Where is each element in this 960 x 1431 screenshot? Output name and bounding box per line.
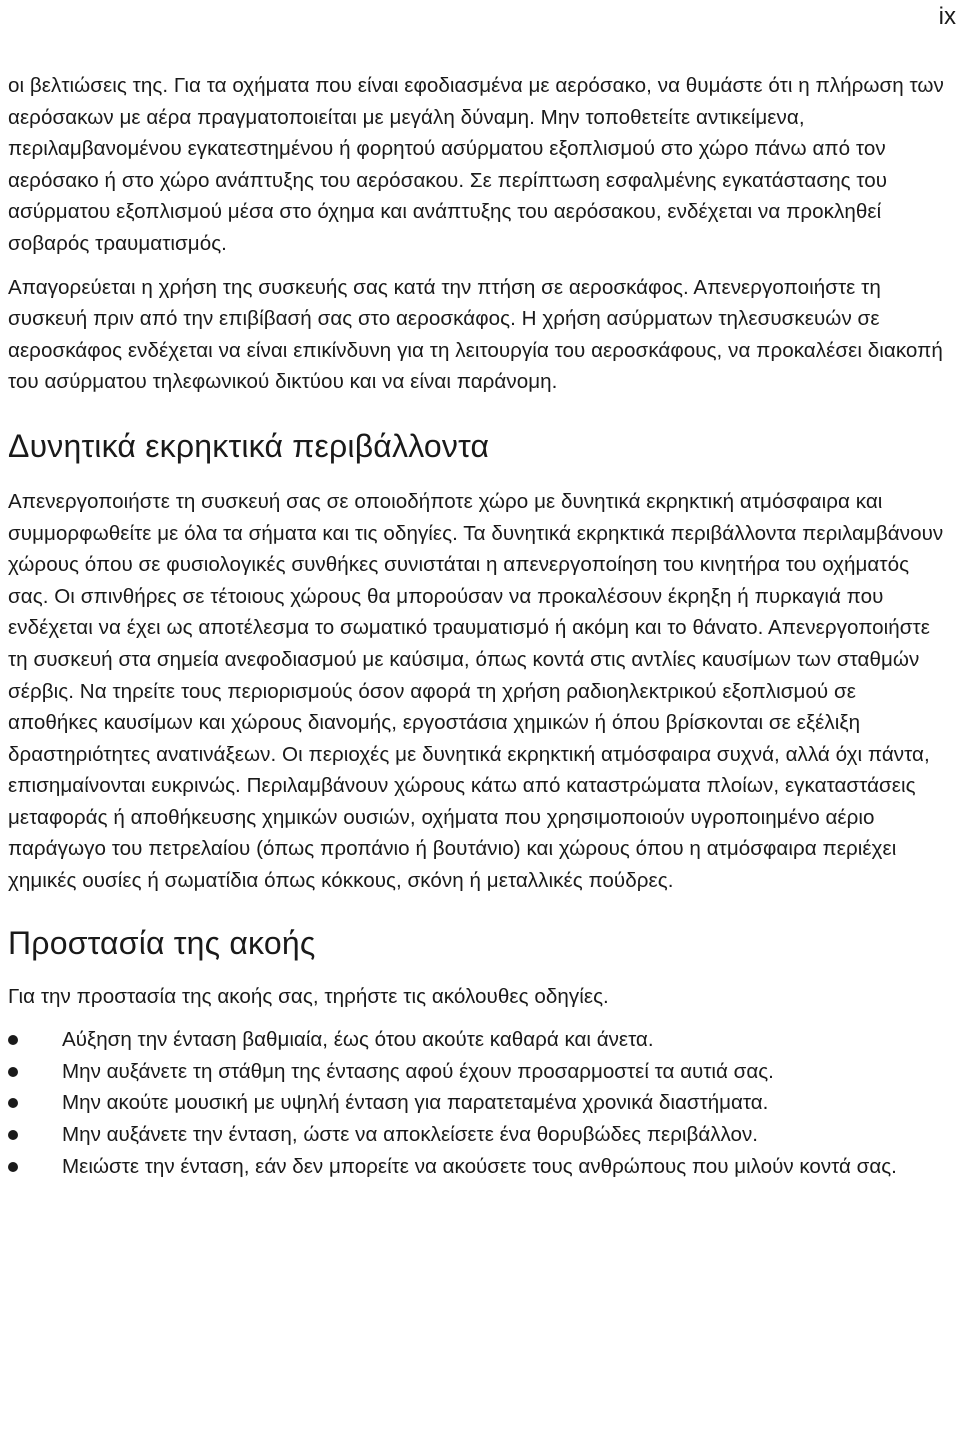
list-item-text: Μην ακούτε μουσική με υψηλή ένταση για παρατεταμένα χρονικά διαστήματα. (62, 1091, 769, 1115)
bullet-icon (8, 1162, 18, 1172)
list-item (8, 1119, 950, 1151)
airbag-paragraph: οι βελτιώσεις της. Για τα οχήματα που είναι εφοδιασμένα με αερόσακο, να θυμάστε ότι η πλήρωση των αερόσακων με αέρα πραγματοποιείται με μεγάλη δύναμη. Μην τοποθετείτε αντικείμενα, περιλαμβανομένου εγκατεστημένου ή φορητού ασύρματου εξοπλισμού στο χώρο πάνω από τον αερόσακο ή στο χώρο ανάπτυξης του αερόσακου. Σε περίπτωση εσφαλμένης εγκατάστασης του ασύρματου εξοπλισμού μέσα στο όχημα και ανάπτυξης του αερόσακου, ενδέχεται να προκληθεί σοβαρός τραυματισμός. (8, 74, 944, 255)
list-item (8, 1024, 950, 1056)
bullet-icon (8, 1067, 18, 1077)
hearing-heading: Προστασία της ακοής (8, 924, 316, 961)
bullet-icon (8, 1098, 18, 1108)
bullet-icon (8, 1130, 18, 1140)
list-item (8, 1056, 950, 1088)
hearing-intro: Για την προστασία της ακοής σας, τηρήστε τις ακόλουθες οδηγίες. (8, 984, 609, 1008)
list-item-text: Μην αυξάνετε τη στάθμη της έντασης αφού έχουν προσαρμοστεί τα αυτιά σας. (62, 1059, 774, 1083)
aircraft-paragraph: Απαγορεύεται η χρήση της συσκευής σας κατά την πτήση σε αεροσκάφος. Απενεργοποιήστε τη συσκευή πριν από την επιβίβασή σας στο αεροσκάφος. Η χρήση ασύρματων τηλεσυσκευών σε αεροσκάφος ενδέχεται να είναι επικίνδυνη για τη λειτουργία του αεροσκάφους, να προκαλέσει διακοπή του ασύρματου τηλεφωνικού δικτύου και να είναι παράνομη. (8, 275, 943, 394)
bullet-icon (8, 1035, 18, 1045)
page-content (8, 70, 950, 1182)
list-item-text: Αύξηση την ένταση βαθμιαία, έως ότου ακούτε καθαρά και άνετα. (62, 1028, 654, 1052)
explosive-paragraph: Απενεργοποιήστε τη συσκευή σας σε οποιοδήποτε χώρο με δυνητικά εκρηκτική ατμόσφαιρα και συμμορφωθείτε με όλα τα σήματα και τις οδηγίες. Τα δυνητικά εκρηκτικά περιβάλλοντα περιλαμβάνουν χώρους όπου σε φυσιολογικές συνθήκες συνιστάται η απενεργοποίηση του κινητήρα του οχήματός σας. Οι σπινθήρες σε τέτοιους χώρους θα μπορούσαν να προκαλέσουν έκρηξη ή πυρκαγιά που ενδέχεται να έχει ως αποτέλεσμα το σωματικό τραυματισμό ή ακόμη και το θάνατο. Απενεργοποιήστε τη συσκευή στα σημεία ανεφοδιασμού με καύσιμα, όπως κοντά στις αντλίες καυσίμων των σταθμών σέρβις. Να τηρείτε τους περιορισμούς όσον αφορά τη χρήση ραδιοηλεκτρικού εξοπλισμού σε αποθήκες καυσίμων και χώρους διανομής, εργοστάσια χημικών ή όπου βρίσκονται σε εξέλιξη δραστηριότητες ανατινάξεων. Οι περιοχές με δυνητικά εκρηκτική ατμόσφαιρα συχνά, αλλά όχι πάντα, επισημαίνονται ευκρινώς. Περιλαμβάνουν χώρους κάτω από καταστρώματα πλοίων, εγκαταστάσεις μεταφοράς ή αποθήκευσης χημικών ουσιών, οχήματα που χρησιμοποιούν υγροποιημένο αέριο παράγωγο του πετρελαίου (όπως προπάνιο ή βουτάνιο) και χώρους όπου η ατμόσφαιρα περιέχει χημικές ουσίες ή σωματίδια όπως κόκκους, σκόνη ή μεταλλικές πούδρες. (8, 489, 944, 893)
hearing-bullet-list (8, 1024, 950, 1182)
explosive-heading: Δυνητικά εκρηκτικά περιβάλλοντα (8, 427, 490, 464)
page-number: ix (938, 3, 956, 30)
list-item (8, 1151, 950, 1183)
list-item-text: Μην αυξάνετε την ένταση, ώστε να αποκλείσετε ένα θορυβώδες περιβάλλον. (62, 1123, 759, 1147)
list-item-text: Μειώστε την ένταση, εάν δεν μπορείτε να ακούσετε τους ανθρώπους που μιλούν κοντά σας. (62, 1154, 897, 1178)
list-item (8, 1087, 950, 1119)
